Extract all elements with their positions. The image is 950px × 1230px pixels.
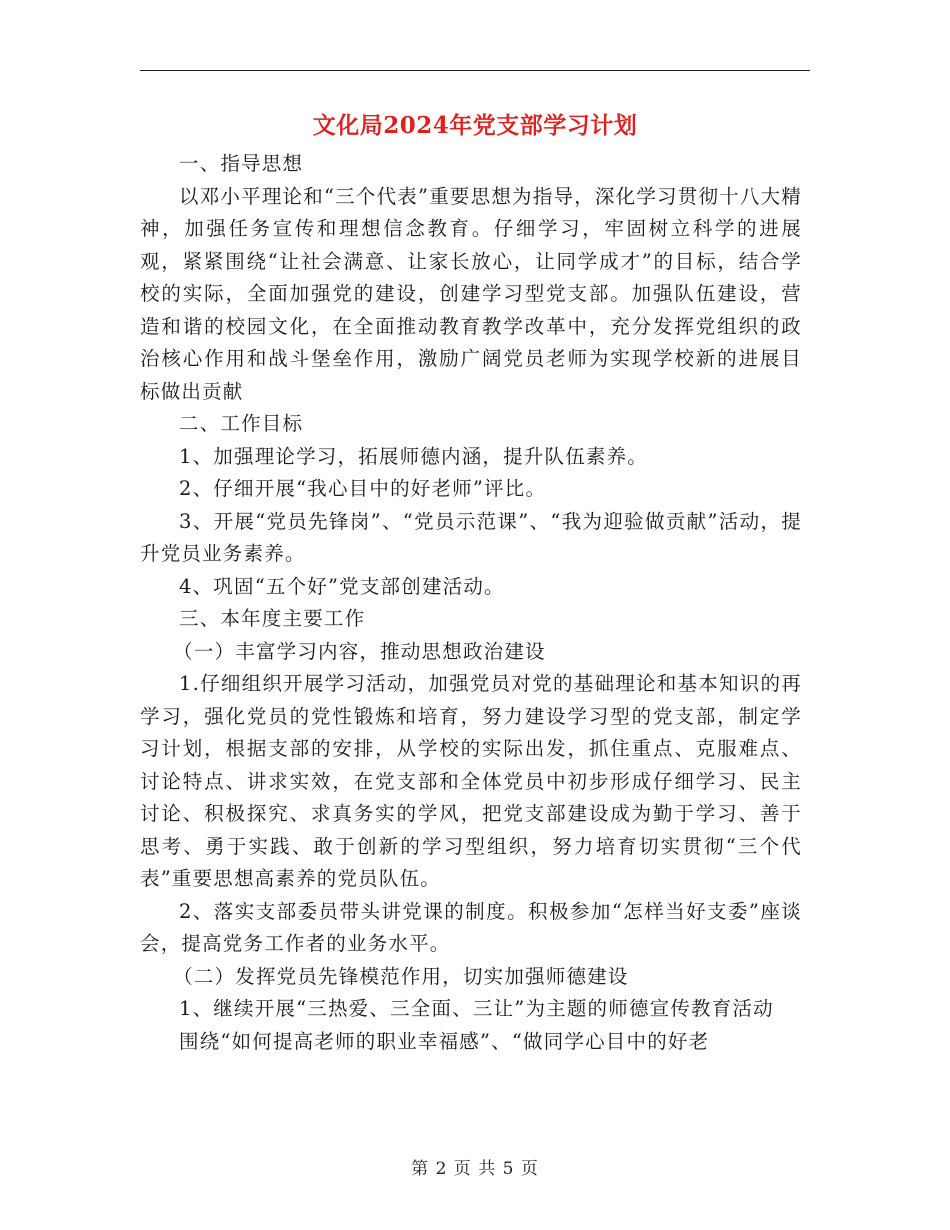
section-heading-main-work: 三、本年度主要工作 bbox=[179, 607, 366, 630]
paragraph-guiding-thought: 以邓小平理论和“三个代表”重要思想为指导，深化学习贯彻十八大精神，加强任务宣传和理想信念教育。仔细学习，牢固树立科学的进展观，紧紧围绕“让社会满意、让家长放心，让同学成才”的目标，结合学校的实际，全面加强党的建设，创建学习型党支部。加强队伍建设，营造和谐的校园文化，在全面推动教育教学改革中，充分发挥党组织的政治核心作用和战斗堡垒作用，激励广阔党员老师为实现学校新的进展目标做出贡献 bbox=[140, 184, 802, 403]
document-title: 文化局2024年党支部学习计划 bbox=[312, 112, 638, 139]
goal-item-3: 3、开展“党员先锋岗”、“党员示范课”、“我为迎验做贡献”活动，提升党员业务素养。 bbox=[140, 509, 802, 565]
work-item-1-1: 1.仔细组织开展学习活动，加强党员对党的基础理论和基本知识的再学习，强化党员的党性锻炼和培育，努力建设学习型的党支部，制定学习计划，根据支部的安排，从学校的实际出发，抓住重点、克服难点、讨论特点、讲求实效，在党支部和全体党员中初步形成仔细学习、民主讨论、积极探究、求真务实的学风，把党支部建设成为勤于学习、善于思考、勇于实践、敢于创新的学习型组织，努力培育切实贯彻“三个代表”重要思想高素养的党员队伍。 bbox=[140, 672, 802, 890]
subsection-heading-1: （一）丰富学习内容，推动思想政治建设 bbox=[173, 639, 546, 663]
goal-item-4: 4、巩固“五个好”党支部创建活动。 bbox=[179, 574, 505, 598]
document-body bbox=[140, 148, 802, 1058]
goal-item-1: 1、加强理论学习，拓展师德内涵，提升队伍素养。 bbox=[179, 444, 649, 468]
work-item-2-1: 1、继续开展“三热爱、三全面、三让”为主题的师德宣传教育活动 bbox=[179, 997, 774, 1020]
goal-item-2: 2、仔细开展“我心目中的好老师”评比。 bbox=[179, 477, 547, 500]
section-heading-guiding-thought: 一、指导思想 bbox=[179, 152, 304, 175]
work-item-1-2: 2、落实支部委员带头讲党课的制度。积极参加“怎样当好支委”座谈会，提高党务工作者的业务水平。 bbox=[140, 899, 802, 955]
section-heading-work-goals: 二、工作目标 bbox=[179, 412, 304, 435]
subsection-heading-2: （二）发挥党员先锋模范作用，切实加强师德建设 bbox=[173, 964, 629, 988]
page-number-footer: 第 2 页 共 5 页 bbox=[411, 1159, 539, 1179]
work-item-2-1-detail: 围绕“如何提高老师的职业幸福感”、“做同学心目中的好老 bbox=[179, 1029, 710, 1053]
header-rule bbox=[140, 70, 810, 71]
